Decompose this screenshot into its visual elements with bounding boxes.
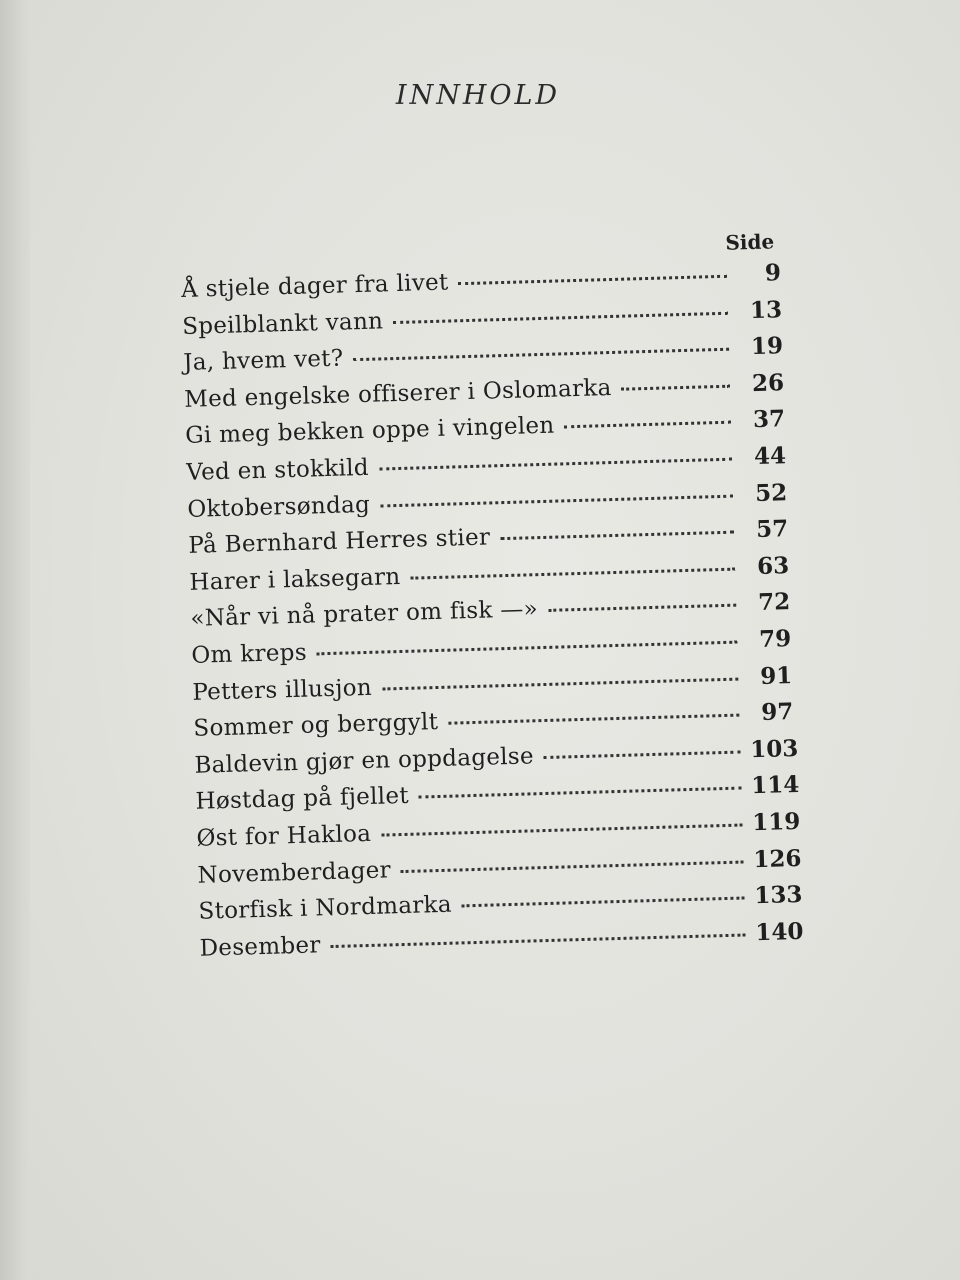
toc-entries — [180, 259, 804, 971]
dot-leader — [317, 641, 737, 656]
dot-leader — [381, 823, 742, 836]
page-column-header: Side — [725, 229, 775, 255]
toc-entry-title: Storfisk i Nordmarka — [198, 891, 453, 925]
dot-leader — [448, 714, 739, 725]
toc-entry-title: Ved en stokkild — [185, 454, 370, 486]
toc-entry-page-number: 140 — [755, 917, 804, 946]
dot-leader — [380, 494, 733, 507]
toc-entry-title: «Når vi nå prater om fisk —» — [190, 596, 539, 633]
toc-entry-page-number: 72 — [757, 588, 791, 617]
table-of-contents — [180, 229, 804, 971]
toc-entry-title: Speilblankt vann — [181, 307, 384, 340]
toc-entry-page-number: 19 — [750, 332, 784, 361]
toc-entry-page-number: 103 — [749, 734, 799, 763]
toc-entry-page-number: 44 — [753, 442, 787, 471]
dot-leader — [331, 933, 746, 948]
toc-entry-page-number: 133 — [753, 880, 803, 910]
toc-entry-title: Oktobersøndag — [186, 491, 371, 523]
toc-entry-page-number: 26 — [751, 368, 785, 397]
dot-leader — [564, 421, 731, 429]
toc-entry-title: Petters illusjon — [192, 674, 373, 706]
page-title: INNHOLD — [395, 80, 561, 111]
toc-entry-title: Sommer og berggylt — [193, 709, 439, 742]
dot-leader — [401, 860, 744, 873]
dot-leader — [353, 348, 729, 361]
toc-entry-page-number: 13 — [749, 295, 783, 324]
toc-entry-title: På Bernhard Herres stier — [188, 524, 491, 560]
toc-entry-page-number: 91 — [759, 661, 793, 690]
dot-leader — [382, 677, 738, 690]
dot-leader — [458, 275, 727, 285]
dot-leader — [410, 567, 735, 579]
dot-leader — [379, 458, 732, 471]
dot-leader — [544, 750, 741, 758]
toc-entry-page-number: 97 — [760, 698, 794, 727]
dot-leader — [462, 897, 745, 908]
toc-entry-title: Øst for Hakloa — [196, 820, 372, 852]
toc-entry-page-number: 37 — [752, 405, 786, 434]
toc-entry-page-number: 52 — [754, 478, 788, 507]
toc-entry-page-number: 119 — [751, 807, 801, 837]
toc-entry-title: Novemberdager — [197, 856, 392, 889]
toc-entry-title: Om kreps — [191, 639, 308, 669]
toc-entry-title: Å stjele dager fra livet — [180, 269, 449, 303]
toc-entry-page-number: 9 — [764, 259, 782, 287]
toc-entry-page-number: 63 — [756, 551, 790, 580]
toc-entry-title: Baldevin gjør en oppdagelse — [194, 743, 535, 779]
toc-entry-page-number: 57 — [755, 515, 789, 544]
toc-entry-title: Desember — [199, 932, 321, 962]
toc-entry-title: Harer i laksegarn — [189, 563, 401, 596]
dot-leader — [393, 311, 728, 323]
toc-entry-title: Med engelske offiserer i Oslomarka — [183, 374, 612, 413]
toc-entry-page-number: 114 — [750, 771, 800, 800]
toc-entry-page-number: 79 — [758, 625, 792, 653]
dot-leader — [622, 384, 731, 390]
toc-entry-title: Høstdag på fjellet — [195, 783, 410, 816]
dot-leader — [500, 531, 734, 541]
toc-entry-title: Ja, hvem vet? — [182, 345, 344, 377]
toc-entry-page-number: 126 — [752, 844, 802, 873]
dot-leader — [419, 787, 742, 799]
dot-leader — [548, 604, 736, 612]
toc-entry-title: Gi meg bekken oppe i vingelen — [184, 412, 555, 450]
